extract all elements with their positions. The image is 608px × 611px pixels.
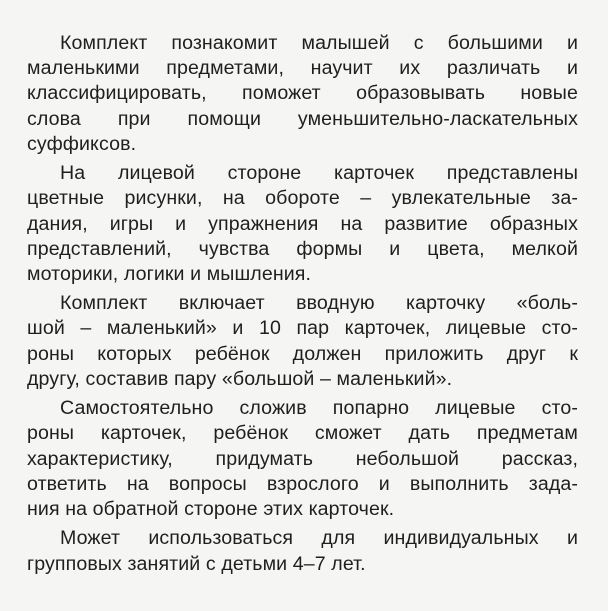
paragraph-3 (27, 291, 578, 392)
text-line: маленькими предметами, научит их различать и (27, 57, 578, 80)
text-line: суффиксов. (27, 132, 137, 155)
text-line: групповых занятий с детьми 4–7 лет. (27, 552, 366, 575)
paragraph-4 (27, 396, 578, 522)
paragraph-5 (27, 526, 578, 576)
text-line: слова при помощи уменьшительно-ласкательных (27, 107, 578, 130)
body-text (27, 31, 578, 581)
text-line: моторики, логики и мышления. (27, 262, 312, 285)
text-line: роны карточек, ребёнок сможет дать предметам (27, 422, 578, 445)
text-line: ответить на вопросы взрослого и выполнить зада- (27, 472, 578, 495)
text-line: характеристику, придумать небольшой рассказ, (27, 447, 578, 470)
text-line: цветные рисунки, на обороте – увлекательные за- (27, 187, 578, 210)
text-line: другу, составив пару «большой – маленький». (27, 367, 453, 390)
text-line: ния на обратной стороне этих карточек. (27, 497, 395, 520)
text-line: Комплект познакомит малышей с большими и (60, 32, 578, 54)
paragraph-1 (27, 31, 578, 157)
paragraph-2 (27, 161, 578, 287)
text-line: роны которых ребёнок должен приложить друг к (27, 342, 578, 365)
text-line: Самостоятельно сложив попарно лицевые сто- (60, 397, 578, 420)
text-line: На лицевой стороне карточек представлены (60, 162, 578, 185)
text-line: шой – маленький» и 10 пар карточек, лицевые сто- (27, 317, 578, 340)
text-line: дания, игры и упражнения на развитие образных (27, 212, 578, 235)
text-line: Может использоваться для индивидуальных и (60, 527, 578, 550)
text-line: представлений, чувства формы и цвета, мелкой (27, 237, 578, 260)
text-line: Комплект включает вводную карточку «боль- (60, 292, 578, 315)
text-line: классифицировать, поможет образовывать новые (27, 82, 578, 105)
